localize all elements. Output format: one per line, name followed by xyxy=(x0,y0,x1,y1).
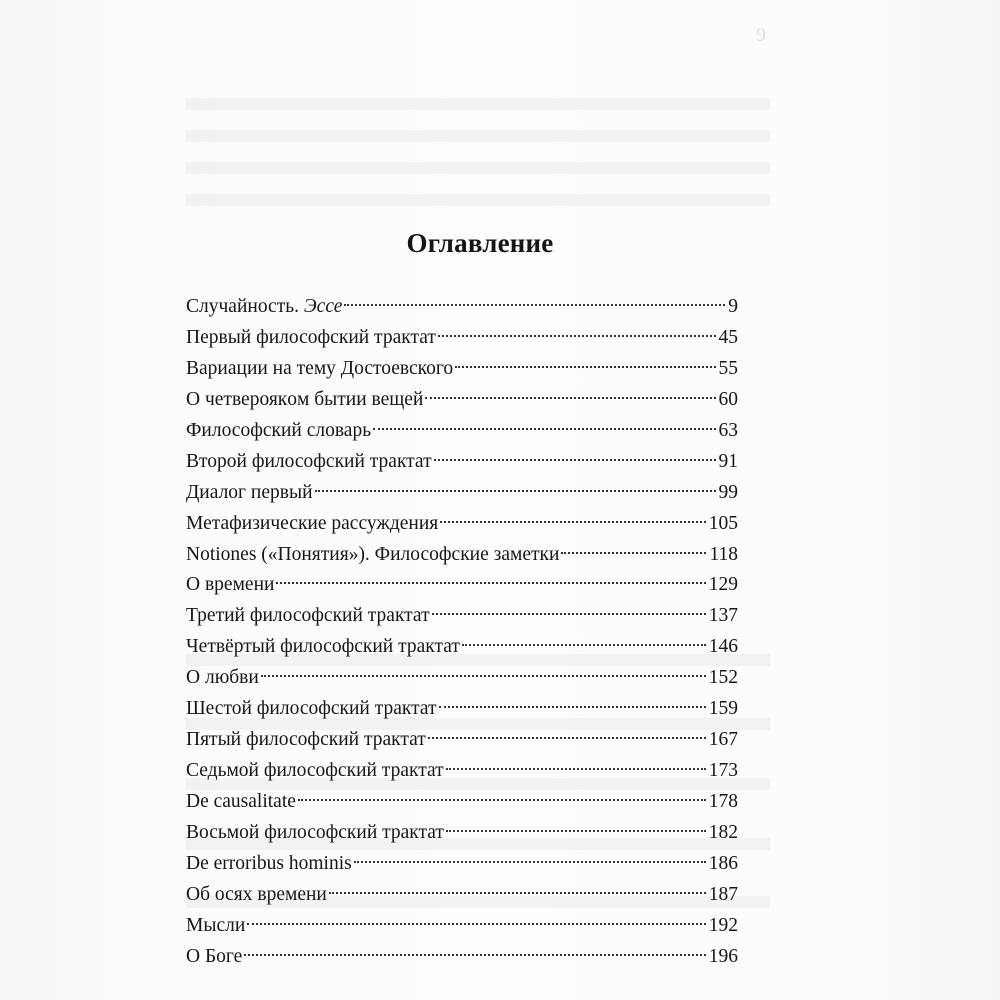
toc-entry-title-text: Третий философский трактат xyxy=(186,605,430,627)
dot-leader xyxy=(434,459,716,461)
toc-entry xyxy=(186,385,738,416)
toc-entry-page-number: 178 xyxy=(708,791,738,812)
toc-entry-title-text: Метафизические рассуждения xyxy=(186,512,439,534)
toc-entry-title-text: Первый философский трактат xyxy=(186,326,436,348)
toc-entry-page-number: 182 xyxy=(708,821,738,843)
toc-entry-title-italic: Эссе xyxy=(303,296,343,317)
dot-leader xyxy=(446,768,706,770)
dot-leader xyxy=(425,397,715,399)
toc-entry-title-text: De causalitate xyxy=(186,791,296,812)
toc-entry-title xyxy=(186,880,327,911)
ghost-line xyxy=(186,194,770,206)
toc-entry-page-number: 196 xyxy=(708,945,738,967)
toc-entry-title xyxy=(186,323,436,354)
dot-leader xyxy=(247,923,705,925)
table-of-contents xyxy=(186,292,738,973)
toc-entry-title xyxy=(186,787,296,818)
dot-leader xyxy=(373,428,715,430)
toc-entry-title xyxy=(186,570,274,601)
toc-entry xyxy=(186,416,738,447)
toc-entry-title-text: Восьмой философский трактат xyxy=(186,821,444,843)
toc-entry-title-text: De erroribus hominis xyxy=(186,852,352,874)
toc-entry-title xyxy=(186,601,430,632)
dot-leader xyxy=(298,799,706,801)
toc-entry xyxy=(186,292,738,323)
ghost-line xyxy=(186,98,770,110)
dot-leader xyxy=(455,366,715,368)
toc-entry xyxy=(186,447,738,478)
dot-leader xyxy=(344,304,725,306)
toc-entry xyxy=(186,323,738,354)
toc-entry xyxy=(186,601,738,632)
toc-entry-page-number: 129 xyxy=(708,574,738,596)
toc-entry-title xyxy=(186,632,460,663)
toc-entry-page-number: 55 xyxy=(718,357,738,379)
toc-entry xyxy=(186,570,738,601)
toc-entry xyxy=(186,663,738,694)
dot-leader xyxy=(439,706,706,708)
dot-leader xyxy=(440,521,706,523)
toc-entry xyxy=(186,632,738,663)
toc-entry-page-number: 137 xyxy=(708,605,738,627)
toc-entry-page-number: 192 xyxy=(708,914,738,936)
toc-entry-title-text: Notiones («Понятия»). Философские заметки xyxy=(186,543,560,565)
toc-entry-title xyxy=(186,385,423,416)
toc-entry xyxy=(186,478,738,509)
toc-entry-title-text: О четвероякoм бытии вещей xyxy=(186,388,424,410)
toc-entry xyxy=(186,787,738,818)
dot-leader xyxy=(438,335,716,337)
toc-entry-title xyxy=(186,354,453,385)
toc-entry-page-number: 105 xyxy=(708,512,738,534)
toc-entry-title xyxy=(186,911,245,942)
toc-heading: Оглавление xyxy=(406,228,554,258)
toc-entry-title-text: Пятый философский трактат xyxy=(186,729,426,751)
toc-entry-title-text: Случайность. xyxy=(186,296,304,317)
dot-leader xyxy=(244,954,705,956)
toc-entry-title-text: Шестой философский трактат xyxy=(186,698,437,720)
toc-entry-page-number: 152 xyxy=(708,667,738,689)
toc-entry-title-text: О времени xyxy=(186,574,275,596)
toc-entry-title xyxy=(186,540,559,571)
toc-entry-title xyxy=(186,756,444,787)
dot-leader xyxy=(428,737,706,739)
dot-leader xyxy=(276,582,705,584)
toc-entry-title-text: Вариации на тему Достоевского xyxy=(186,357,454,379)
toc-entry xyxy=(186,818,738,849)
ghost-line xyxy=(186,130,770,142)
toc-entry xyxy=(186,354,738,385)
dot-leader xyxy=(354,861,706,863)
toc-entry-page-number: 173 xyxy=(708,760,738,782)
toc-entry-page-number: 118 xyxy=(709,543,738,565)
toc-entry-title xyxy=(186,478,313,509)
toc-entry-title xyxy=(186,942,242,973)
toc-entry-page-number: 167 xyxy=(708,729,738,751)
toc-entry-page-number: 60 xyxy=(718,388,738,410)
toc-entry-title-text: Седьмой философский трактат xyxy=(186,760,444,782)
toc-entry-page-number: 9 xyxy=(728,296,738,317)
ghost-line xyxy=(186,162,770,174)
toc-entry-page-number: 187 xyxy=(708,883,738,905)
toc-entry-title xyxy=(186,663,259,694)
dot-leader xyxy=(446,830,706,832)
toc-entry xyxy=(186,725,738,756)
toc-entry-title-text: О Боге xyxy=(186,945,243,967)
toc-entry-title xyxy=(186,725,426,756)
dot-leader xyxy=(261,675,706,677)
dot-leader xyxy=(315,490,716,492)
toc-entry-title-text: Об осях времени xyxy=(186,883,327,905)
toc-entry-page-number: 63 xyxy=(718,419,738,441)
toc-entry-page-number: 45 xyxy=(718,326,738,348)
toc-entry xyxy=(186,756,738,787)
toc-entry-title-text: Диалог первый xyxy=(186,481,313,503)
toc-entry-title xyxy=(186,849,352,880)
toc-entry-page-number: 146 xyxy=(708,636,738,658)
dot-leader xyxy=(462,644,706,646)
toc-entry xyxy=(186,540,738,571)
toc-entry xyxy=(186,942,738,973)
dot-leader xyxy=(432,613,706,615)
toc-entry-title xyxy=(186,818,444,849)
ghost-page-number: 9 xyxy=(756,24,766,46)
toc-entry-title xyxy=(186,447,432,478)
toc-entry-title-text: Второй философский трактат xyxy=(186,450,432,472)
toc-entry-title-text: Философский словарь xyxy=(186,419,372,441)
toc-entry-page-number: 159 xyxy=(708,698,738,720)
toc-entry xyxy=(186,509,738,540)
toc-entry-title xyxy=(186,416,371,447)
dot-leader xyxy=(329,892,706,894)
toc-entry xyxy=(186,880,738,911)
toc-entry-page-number: 186 xyxy=(708,852,738,874)
toc-entry-title xyxy=(186,509,438,540)
toc-entry-title-text: Мысли xyxy=(186,914,246,936)
toc-entry xyxy=(186,911,738,942)
toc-entry xyxy=(186,694,738,725)
dot-leader xyxy=(561,552,706,554)
toc-entry-title-text: Четвёртый философский трактат xyxy=(186,636,460,658)
toc-entry-page-number: 99 xyxy=(718,481,738,503)
toc-entry-title xyxy=(186,694,437,725)
toc-entry xyxy=(186,849,738,880)
toc-entry-title xyxy=(186,292,342,323)
toc-entry-title-text: О любви xyxy=(186,667,259,689)
toc-entry-page-number: 91 xyxy=(718,450,738,472)
